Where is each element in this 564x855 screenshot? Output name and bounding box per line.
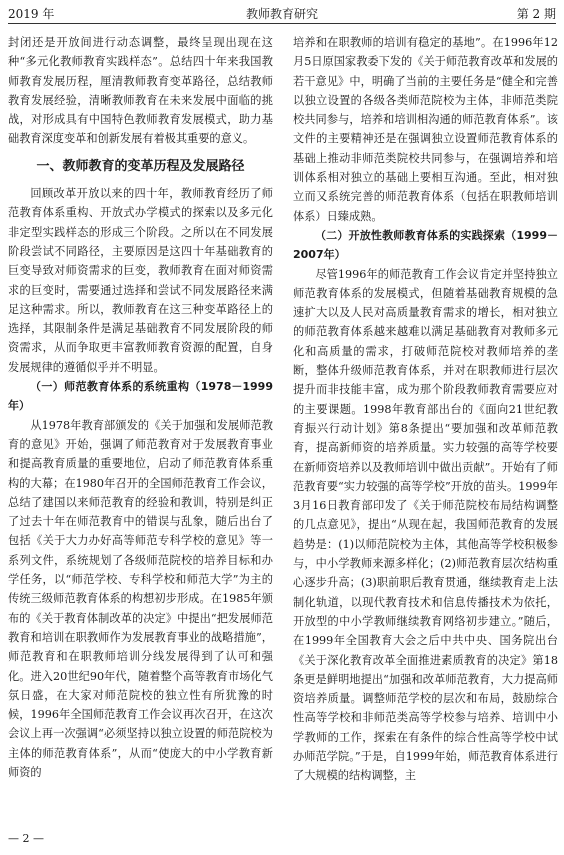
body-paragraph: 回顾改革开放以来的四十年，教师教育经历了师范教育体系重构、开放式办学模式的探索以及多元化非定型实践样态的形成三个阶段。之所以在不同发展阶段尝试不同路径，主要原因是这四十年基础教育的巨变导致对师资需求的巨变，教师教育在面对师资需求的巨变时，需要通过选择和尝试不同发展路径来满足这种需求。所以，教师教育在这三种变革路径上的选择，其限制条件是满足基础教育不同发展阶段的师资需求，从而争取更丰富教师教育资源的配置，自身发展规律的遵循似乎并不明显。 — [8, 187, 273, 374]
running-header — [8, 5, 556, 24]
right-column — [293, 33, 558, 786]
body-paragraph: 尽管1996年的师范教育工作会议肯定并坚持独立师范教育体系的发展模式，但随着基础教育规模的急速扩大以及人民对高质量教育需求的增长，相对独立的师范教育体系越来越难以满足基础教育对教师多元化和高质量的需求，打破师范院校对教师培养的垄断，整体升级师范教育体系，并对在职教师进行层次提升而非技能丰富，成为那个阶段教师教育需要应对的主要课题。1998年教育部出台的《面向21世纪教育振兴行动计划》第8条提出“要加强和改革师范教育，提高新师资的培养质量。实力较强的高等学校要在新师资培养以及教师培训中做出贡献”。开始有了师范教育要“实力较强的高等学校”开放的苗头。1999年3月16日教育部印发了《关于师范院校布局结构调整的几点意见》，提出“从现在起，我国师范教育的发展趋势是：(1)以师范院校为主体，其他高等学校积极参与，中小学教师来源多样化；(2)师范教育层次结构重心逐步升高；(3)职前职后教育贯通，继续教育走上法制化轨道，以现代教育技术和信息传播技术为依托，开放型的中小学教师继续教育网络初步建立。”随后，在1999年全国教育大会之后中共中央、国务院出台《关于深化教育改革全面推进素质教育的决定》第18条更是鲜明地提出“加强和改革师范教育，大力提高师资培养质量。调整师范学校的层次和布局，鼓励综合性高等学校和非师范类高等学校参与培养、培训中小学教师的工作，探索在有条件的综合性高等学校中试办师范学院。”于是，自1999年始，师范教育体系进行了大规模的结构调整，主 — [293, 267, 558, 783]
subsection-heading: （一）师范教育体系的系统重构（1978－1999年） — [8, 380, 273, 413]
header-year: 2019 年 — [8, 7, 55, 21]
page-number: — 2 — — [8, 832, 44, 845]
header-issue: 第 2 期 — [516, 7, 556, 21]
body-paragraph: 培养和在职教师的培训有稳定的基地”。在1996年12月5日原国家教委下发的《关于师范教育改革和发展的若干意见》中，明确了当前的主要任务是“健全和完善以独立设置的各级各类师范院校为主体，非师范类院校共同参与，培养和培训相沟通的师范教育体系”。该文件的主要精神还是在强调独立设置师范教育体系的基础上推动非师范类院校共同参与，在强调培养和培训体系相对独立的基础上要相互沟通。至此，相对独立而又系统完善的师范教育体系（包括在职教师培训体系）日臻成熟。 — [293, 36, 558, 223]
section-heading: 一、教师教育的变革历程及发展路径 — [36, 158, 245, 174]
intro-paragraph: 封闭还是开放间进行动态调整，最终呈现出现在这种“多元化教师教育实践样态”。总结四十年来我国教师教育发展历程，厘清教师教育变革路径，总结教师教育发展经验，清晰教师教育在未来发展中面临的挑战，对形成具有中国特色教师教育发展模式，助力基础教育深度变革和创新发展有着极其重要的意义。 — [8, 36, 273, 146]
header-journal-title: 教师教育研究 — [245, 7, 318, 21]
subsection-heading: （二）开放性教师教育体系的实践探索（1999－2007年） — [293, 228, 558, 262]
left-column — [8, 33, 273, 782]
body-paragraph: 从1978年教育部颁发的《关于加强和发展师范教育的意见》开始，强调了师范教育对于发展教育事业和提高教育质量的重要地位，启动了师范教育体系重构的大幕；在1980年召开的全国师范教育工作会议，总结了建国以来师范教育的经验和教训，特别是纠正了过去十年在师范教育中的错误与乱象，随后出台了包括《关于大力办好高等师范专科学校的意见》等一系列文件，系统规划了各级师范院校的培养目标和办学任务，以“师范学校、专科学校和师范大学”为主的传统三级师范教育体系的构想初步形成。在1985年颁布的《关于教育体制改革的决定》中提出“把发展师范教育和培训在职教师作为发展教育事业的战略措施”，师范教育和在职教师培训分线发展得到了认可和强化。进入20世纪90年代，随着整个高等教育市场化气氛日盛，在大家对师范院校的独立性有所犹豫的时候，1996年全国师范教育工作会议再次召开，在这次会议上再一次强调“必须坚持以独立设置的师范院校为主体的师范教育体系”，从而“使庞大的中小学教育新师资的 — [8, 418, 273, 779]
